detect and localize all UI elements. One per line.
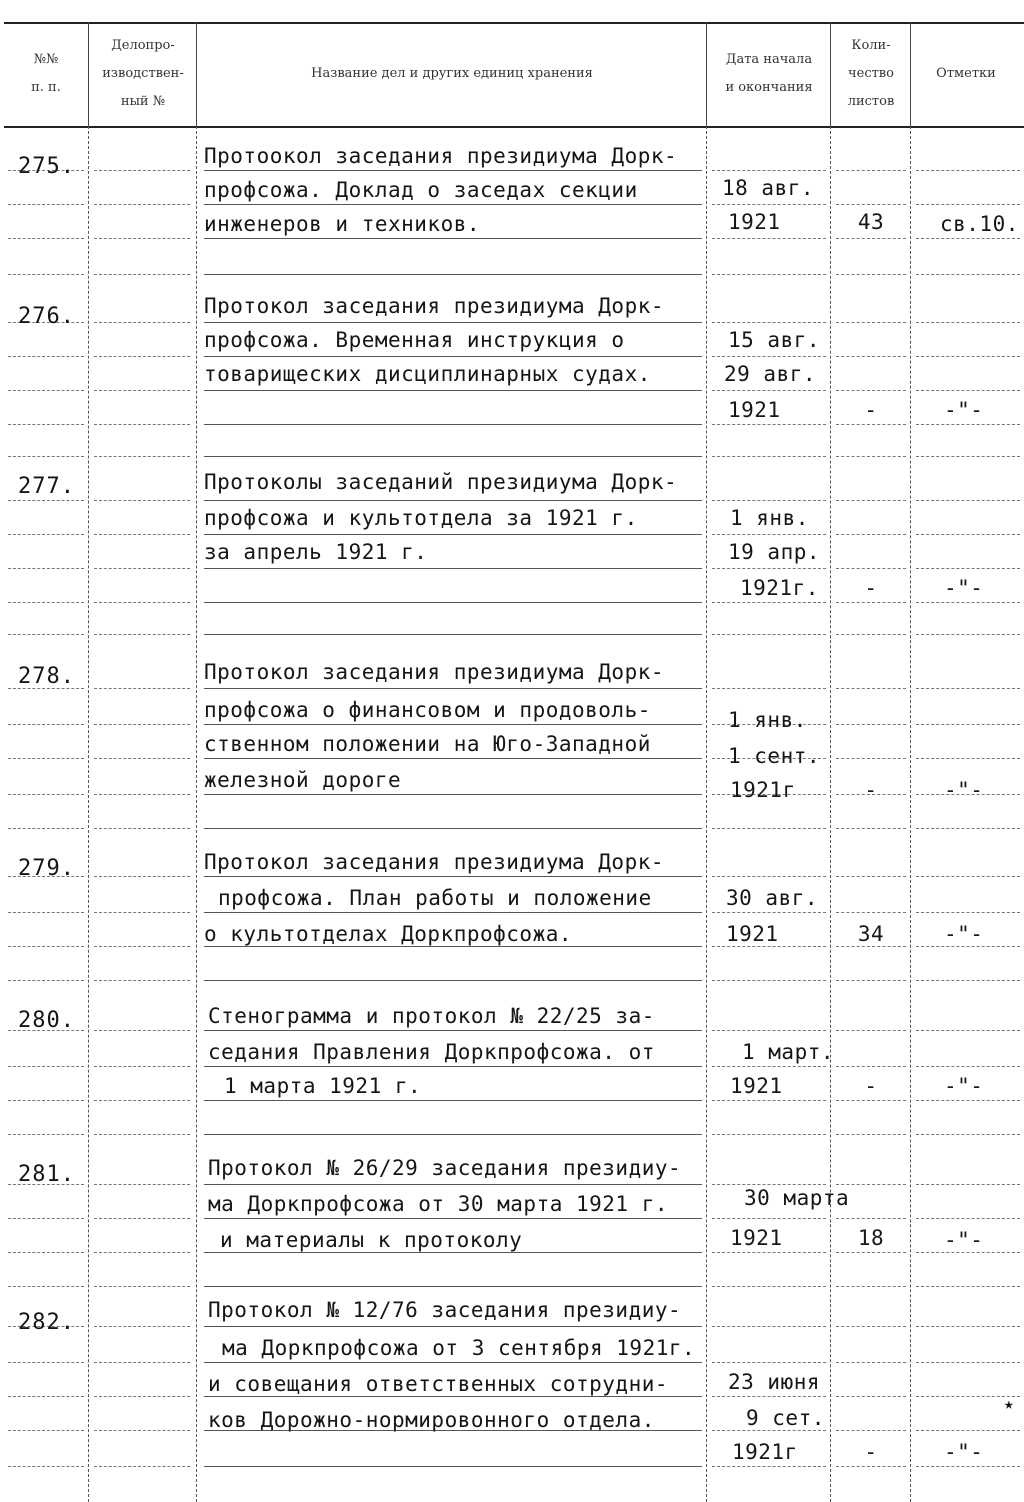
ruled-line [836, 500, 906, 501]
ruled-line [94, 456, 190, 457]
ruled-line [916, 602, 1020, 603]
ruled-line [836, 274, 906, 275]
ruled-line [916, 758, 1020, 759]
ruled-line [94, 1134, 190, 1135]
ruled-line [836, 568, 906, 569]
ruled-line [836, 602, 906, 603]
ruled-line [712, 602, 826, 603]
ruled-line [916, 1066, 1020, 1067]
ruled-line [836, 1430, 906, 1431]
ruled-line [836, 356, 906, 357]
ruled-line [836, 828, 906, 829]
row-date: 1 сент. [728, 744, 821, 768]
ruled-line [8, 1100, 84, 1101]
ruled-line [836, 1184, 906, 1185]
ruled-line [94, 794, 190, 795]
ruled-line [916, 456, 1020, 457]
ruled-line [916, 568, 1020, 569]
ruled-line [836, 1466, 906, 1467]
ruled-line [94, 1030, 190, 1031]
ruled-line [836, 1030, 906, 1031]
ruled-line [94, 274, 190, 275]
row-number: 277. [18, 474, 75, 499]
ruled-line [204, 1286, 702, 1287]
ruled-line [94, 568, 190, 569]
ruled-line [8, 238, 84, 239]
row-title-line: Протокол заседания президиума Дорк- [204, 294, 665, 318]
ruled-line [916, 1134, 1020, 1135]
ruled-line [836, 912, 906, 913]
row-title-line: Протокол № 12/76 заседания президиу- [208, 1298, 682, 1322]
row-number: 276. [18, 304, 75, 329]
row-title-line: седания Правления Доркпрофсожа. от [208, 1040, 655, 1064]
ruled-line [204, 1134, 702, 1135]
ruled-line [916, 946, 1020, 947]
ruled-line [8, 568, 84, 569]
ruled-line [204, 170, 702, 171]
ruled-line [8, 274, 84, 275]
ruled-line [836, 1362, 906, 1363]
ruled-line [94, 356, 190, 357]
ruled-line [8, 828, 84, 829]
row-date: 30 марта [744, 1186, 850, 1210]
ruled-line [204, 794, 702, 795]
ruled-line [712, 1430, 826, 1431]
ruled-line [204, 424, 702, 425]
row-date: 1921 [728, 210, 781, 234]
ruled-line [8, 946, 84, 947]
ruled-line [836, 688, 906, 689]
ruled-line [916, 204, 1020, 205]
row-number: 282. [18, 1310, 75, 1335]
row-notes: -"- [944, 576, 984, 600]
ruled-line [916, 688, 1020, 689]
ruled-line [94, 1430, 190, 1431]
ruled-line [836, 1100, 906, 1101]
row-title-line: 1 марта 1921 г. [224, 1074, 422, 1098]
row-date: 1921г [730, 778, 796, 802]
ruled-line [94, 688, 190, 689]
ruled-line [94, 534, 190, 535]
ruled-line [836, 170, 906, 171]
ruled-line [8, 758, 84, 759]
row-title-line: Протокол № 26/29 заседания президиу- [208, 1156, 682, 1180]
row-title-line: профсожа. План работы и положение [218, 886, 652, 910]
row-sheet-count: - [864, 778, 878, 802]
ruled-line [204, 724, 702, 725]
row-notes: -"- [944, 398, 984, 422]
ruled-line [712, 390, 826, 391]
column-divider [88, 126, 89, 1502]
row-date: 1921 [730, 1074, 783, 1098]
row-title-line: профсожа. Временная инструкция о [204, 328, 625, 352]
row-date: 30 авг. [726, 886, 819, 910]
ruled-line [836, 1286, 906, 1287]
ruled-line [712, 1218, 826, 1219]
row-notes: -"- [944, 778, 984, 802]
ruled-line [916, 828, 1020, 829]
ruled-line [712, 1396, 826, 1397]
ruled-line [8, 456, 84, 457]
ruled-line [712, 946, 826, 947]
ruled-line [204, 1326, 702, 1327]
ruled-line [94, 1362, 190, 1363]
ruled-line [712, 1100, 826, 1101]
header-dates-column: Дата начала и окончания [725, 52, 813, 95]
ruled-line [916, 634, 1020, 635]
ruled-line [94, 424, 190, 425]
ruled-line [8, 424, 84, 425]
ruled-line [204, 758, 702, 759]
ruled-line [94, 500, 190, 501]
row-notes: -"- [944, 1074, 984, 1098]
ruled-line [712, 534, 826, 535]
star-icon: ★ [1004, 1394, 1015, 1413]
ruled-line [712, 456, 826, 457]
ruled-line [836, 534, 906, 535]
ruled-line [94, 204, 190, 205]
ruled-line [8, 1430, 84, 1431]
column-divider [910, 126, 911, 1502]
ruled-line [8, 912, 84, 913]
ruled-line [712, 1030, 826, 1031]
ruled-line [836, 1134, 906, 1135]
ruled-line [204, 876, 702, 877]
row-title-line: железной дороге [204, 768, 402, 792]
ruled-line [94, 876, 190, 877]
column-divider [706, 126, 707, 1502]
ruled-line [94, 1218, 190, 1219]
row-notes: св.10. [940, 212, 1019, 236]
ruled-line [94, 602, 190, 603]
ruled-line [8, 1134, 84, 1135]
ruled-line [204, 456, 702, 457]
ruled-line [204, 1100, 702, 1101]
ruled-line [916, 170, 1020, 171]
row-title-line: товарищеских дисциплинарных судах. [204, 362, 651, 386]
ruled-line [712, 356, 826, 357]
column-divider [830, 22, 831, 126]
ruled-line [712, 424, 826, 425]
ruled-line [712, 500, 826, 501]
ruled-line [836, 456, 906, 457]
ruled-line [836, 724, 906, 725]
ruled-line [916, 1430, 1020, 1431]
ruled-line [916, 500, 1020, 501]
row-number: 281. [18, 1162, 75, 1187]
ruled-line [204, 1252, 702, 1253]
row-title-line: Протоколы заседаний президиума Дорк- [204, 470, 678, 494]
ruled-line [204, 946, 702, 947]
ruled-line [94, 634, 190, 635]
ruled-line [94, 724, 190, 725]
ruled-line [712, 1466, 826, 1467]
ruled-line [712, 322, 826, 323]
ruled-line [836, 634, 906, 635]
row-date: 19 апр. [728, 540, 821, 564]
row-sheet-count: 18 [857, 1226, 885, 1250]
ruled-line [8, 390, 84, 391]
ruled-line [712, 204, 826, 205]
row-notes: -"- [944, 1228, 984, 1252]
header-notes-column: Отметки [936, 66, 996, 81]
row-date: 29 авг. [724, 362, 817, 386]
ruled-line [712, 568, 826, 569]
row-date: 1921г [732, 1440, 798, 1464]
ruled-line [712, 688, 826, 689]
ruled-line [204, 238, 702, 239]
ruled-line [204, 912, 702, 913]
row-sheet-count: - [864, 1074, 878, 1098]
ruled-line [712, 980, 826, 981]
row-title-line: и совещания ответственных сотрудни- [208, 1372, 669, 1396]
ruled-line [712, 274, 826, 275]
row-title-line: профсожа о финансовом и продоволь- [204, 698, 651, 722]
row-date: 1921 [726, 922, 779, 946]
ruled-line [916, 356, 1020, 357]
row-title-line: ков Дорожно-нормировонного отдела. [208, 1408, 655, 1432]
ruled-line [916, 876, 1020, 877]
ruled-line [916, 724, 1020, 725]
row-title-line: Протоокол заседания президиума Дорк- [204, 144, 678, 168]
ruled-line [712, 828, 826, 829]
ruled-line [204, 500, 702, 501]
ruled-line [916, 1100, 1020, 1101]
row-date: 18 авг. [722, 176, 815, 200]
row-date: 15 авг. [728, 328, 821, 352]
ruled-line [8, 356, 84, 357]
ruled-line [204, 634, 702, 635]
row-title-line: Стенограмма и протокол № 22/25 за- [208, 1004, 655, 1028]
ruled-line [836, 946, 906, 947]
ruled-line [712, 1286, 826, 1287]
ruled-line [712, 1326, 826, 1327]
ruled-line [8, 500, 84, 501]
header-number-column: №№ п. п. [31, 52, 61, 95]
ruled-line [8, 204, 84, 205]
row-sheet-count: 34 [857, 922, 885, 946]
column-divider [88, 22, 89, 126]
row-date: 9 сет. [746, 1406, 825, 1430]
row-title-line: Протокол заседания президиума Дорк- [204, 660, 665, 684]
ruled-line [712, 876, 826, 877]
ruled-line [8, 980, 84, 981]
ruled-line [204, 1396, 702, 1397]
row-number: 275. [18, 154, 75, 179]
ruled-line [94, 1252, 190, 1253]
ruled-line [916, 980, 1020, 981]
ruled-line [836, 876, 906, 877]
ruled-line [8, 1252, 84, 1253]
row-notes: -"- [944, 922, 984, 946]
column-divider [910, 22, 911, 126]
row-number: 279. [18, 856, 75, 881]
ruled-line [916, 238, 1020, 239]
ruled-line [916, 912, 1020, 913]
ruled-line [8, 794, 84, 795]
ruled-line [204, 1184, 702, 1185]
ruled-line [204, 688, 702, 689]
row-title-line: инженеров и техников. [204, 212, 481, 236]
row-sheet-count: 43 [857, 210, 885, 234]
ruled-line [8, 1362, 84, 1363]
ruled-line [8, 724, 84, 725]
ruled-line [916, 390, 1020, 391]
ruled-line [94, 1066, 190, 1067]
row-date: 1 янв. [730, 506, 809, 530]
ruled-line [836, 1066, 906, 1067]
ruled-line [204, 980, 702, 981]
ruled-line [204, 828, 702, 829]
row-notes: -"- [944, 1440, 984, 1464]
ruled-line [836, 1326, 906, 1327]
ruled-line [836, 1252, 906, 1253]
ruled-line [94, 390, 190, 391]
ruled-line [94, 170, 190, 171]
ruled-line [836, 322, 906, 323]
row-title-line: и материалы к протоколу [220, 1228, 523, 1252]
row-title-line: о культотделах Доркпрофсожа. [204, 922, 573, 946]
row-title-line: за апрель 1921 г. [204, 540, 428, 564]
ruled-line [204, 390, 702, 391]
ruled-line [916, 424, 1020, 425]
ruled-line [94, 946, 190, 947]
ruled-line [836, 980, 906, 981]
ruled-line [836, 238, 906, 239]
row-title-line: профсожа и культотдела за 1921 г. [204, 506, 638, 530]
header-bottom-rule [4, 126, 1024, 128]
ruled-line [836, 390, 906, 391]
ruled-line [916, 1466, 1020, 1467]
row-title-line: ма Доркпрофсожа от 3 сентября 1921г. [222, 1336, 696, 1360]
ruled-line [712, 634, 826, 635]
ruled-line [712, 170, 826, 171]
ruled-line [836, 758, 906, 759]
row-title-line: профсожа. Доклад о заседах секции [204, 178, 638, 202]
ruled-line [8, 1466, 84, 1467]
ruled-line [94, 758, 190, 759]
row-date: 1921 [730, 1226, 783, 1250]
ruled-line [8, 1218, 84, 1219]
ruled-line [712, 1134, 826, 1135]
ruled-line [94, 828, 190, 829]
ruled-line [8, 634, 84, 635]
ruled-line [204, 1030, 702, 1031]
ruled-line [8, 1286, 84, 1287]
ruled-line [712, 238, 826, 239]
ruled-line [836, 204, 906, 205]
ruled-line [916, 1286, 1020, 1287]
ruled-line [204, 568, 702, 569]
ruled-line [94, 912, 190, 913]
row-date: 1921 [728, 398, 781, 422]
ruled-line [204, 1466, 702, 1467]
ruled-line [94, 1184, 190, 1185]
ruled-line [712, 1362, 826, 1363]
ruled-line [94, 1100, 190, 1101]
ruled-line [94, 322, 190, 323]
ruled-line [916, 534, 1020, 535]
header-sheets-column: Коли- чество листов [847, 38, 895, 109]
ruled-line [204, 356, 702, 357]
ruled-line [916, 1326, 1020, 1327]
row-number: 278. [18, 664, 75, 689]
ruled-line [8, 602, 84, 603]
ruled-line [836, 1396, 906, 1397]
ruled-line [94, 1286, 190, 1287]
ruled-line [204, 1362, 702, 1363]
column-divider [196, 22, 197, 126]
ruled-line [94, 1396, 190, 1397]
row-title-line: ма Доркпрофсожа от 30 марта 1921 г. [208, 1192, 669, 1216]
header-title-column: Название дел и других единиц хранения [311, 66, 593, 81]
row-title-line: Протокол заседания президиума Дорк- [204, 850, 665, 874]
row-date: 23 июня [728, 1370, 821, 1394]
ruled-line [8, 534, 84, 535]
ruled-line [94, 980, 190, 981]
ruled-line [916, 322, 1020, 323]
row-date: 1 янв. [728, 708, 807, 732]
ruled-line [916, 1362, 1020, 1363]
ruled-line [204, 602, 702, 603]
ruled-line [94, 238, 190, 239]
ruled-line [916, 1184, 1020, 1185]
ruled-line [94, 1326, 190, 1327]
ruled-line [8, 1396, 84, 1397]
ruled-line [916, 1030, 1020, 1031]
ruled-line [916, 274, 1020, 275]
row-title-line: ственном положении на Юго-Западной [204, 732, 651, 756]
ruled-line [8, 1066, 84, 1067]
ruled-line [712, 1066, 826, 1067]
column-divider [706, 22, 707, 126]
ruled-line [204, 1218, 702, 1219]
column-divider [830, 126, 831, 1502]
ruled-line [204, 274, 702, 275]
row-sheet-count: - [864, 576, 878, 600]
column-divider [196, 126, 197, 1502]
ruled-line [204, 322, 702, 323]
ruled-line [204, 204, 702, 205]
ruled-line [836, 424, 906, 425]
ruled-line [712, 1252, 826, 1253]
ruled-line [712, 912, 826, 913]
row-date: 1 март. [742, 1040, 835, 1064]
ruled-line [712, 1184, 826, 1185]
ruled-line [204, 1066, 702, 1067]
row-sheet-count: - [864, 1440, 878, 1464]
header-office-number-column: Делопро- изводствен- ный № [102, 38, 184, 109]
row-sheet-count: - [864, 398, 878, 422]
row-number: 280. [18, 1008, 75, 1033]
ruled-line [204, 534, 702, 535]
ruled-line [94, 1466, 190, 1467]
ruled-line [916, 1252, 1020, 1253]
ruled-line [836, 1218, 906, 1219]
row-date: 1921г. [740, 576, 819, 600]
ruled-line [916, 1218, 1020, 1219]
